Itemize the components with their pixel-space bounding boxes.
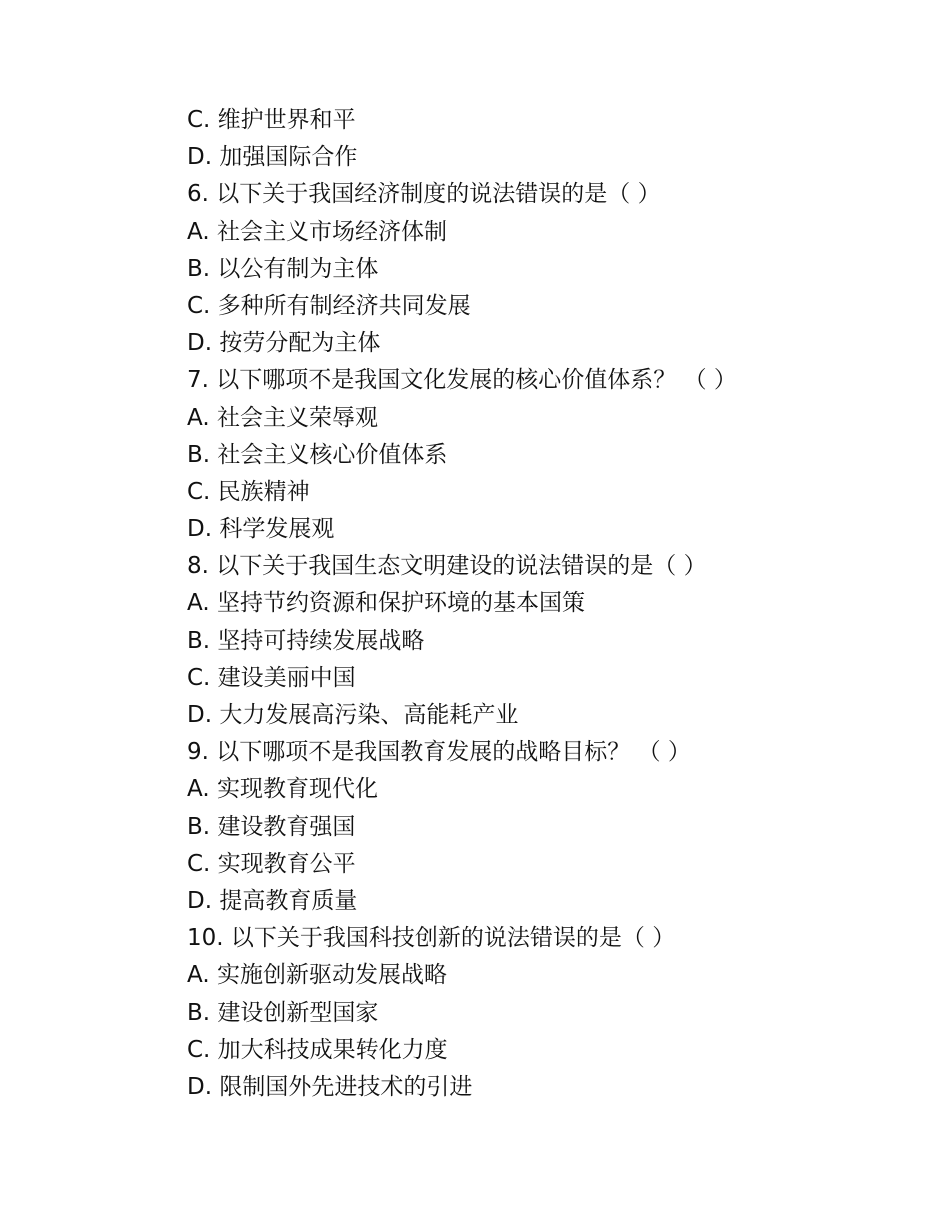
question-line: 9. 以下哪项不是我国教育发展的战略目标？ （ ）	[187, 739, 691, 766]
option-line: B. 以公有制为主体	[187, 255, 379, 282]
option-line: C. 实现教育公平	[187, 850, 356, 877]
option-line: D. 加强国际合作	[187, 144, 358, 171]
question-list	[187, 102, 887, 1106]
option-line: C. 民族精神	[187, 478, 310, 505]
option-line: D. 限制国外先进技术的引进	[187, 1073, 473, 1100]
question-line: 7. 以下哪项不是我国文化发展的核心价值体系？ （ ）	[187, 367, 737, 394]
option-line: B. 建设创新型国家	[187, 999, 379, 1026]
option-line: A. 坚持节约资源和保护环境的基本国策	[187, 590, 585, 617]
option-line: B. 建设教育强国	[187, 813, 356, 840]
option-line: C. 维护世界和平	[187, 107, 356, 133]
option-line: B. 坚持可持续发展战略	[187, 627, 425, 654]
question-line: 6. 以下关于我国经济制度的说法错误的是（ ）	[187, 181, 661, 208]
option-line: C. 多种所有制经济共同发展	[187, 292, 471, 319]
option-line: D. 按劳分配为主体	[187, 330, 381, 357]
question-line: 8. 以下关于我国生态文明建设的说法错误的是（ ）	[187, 553, 707, 580]
option-line: D. 提高教育质量	[187, 887, 358, 914]
option-line: A. 社会主义荣辱观	[187, 404, 378, 431]
option-line: C. 加大科技成果转化力度	[187, 1036, 448, 1063]
option-line: A. 实现教育现代化	[187, 776, 378, 803]
option-line: B. 社会主义核心价值体系	[187, 441, 448, 468]
option-line: C. 建设美丽中国	[187, 664, 356, 691]
option-line: D. 科学发展观	[187, 516, 335, 543]
option-line: A. 社会主义市场经济体制	[187, 218, 447, 245]
question-line: 10. 以下关于我国科技创新的说法错误的是（ ）	[187, 925, 676, 952]
option-line: D. 大力发展高污染、高能耗产业	[187, 702, 519, 728]
option-line: A. 实施创新驱动发展战略	[187, 962, 447, 989]
